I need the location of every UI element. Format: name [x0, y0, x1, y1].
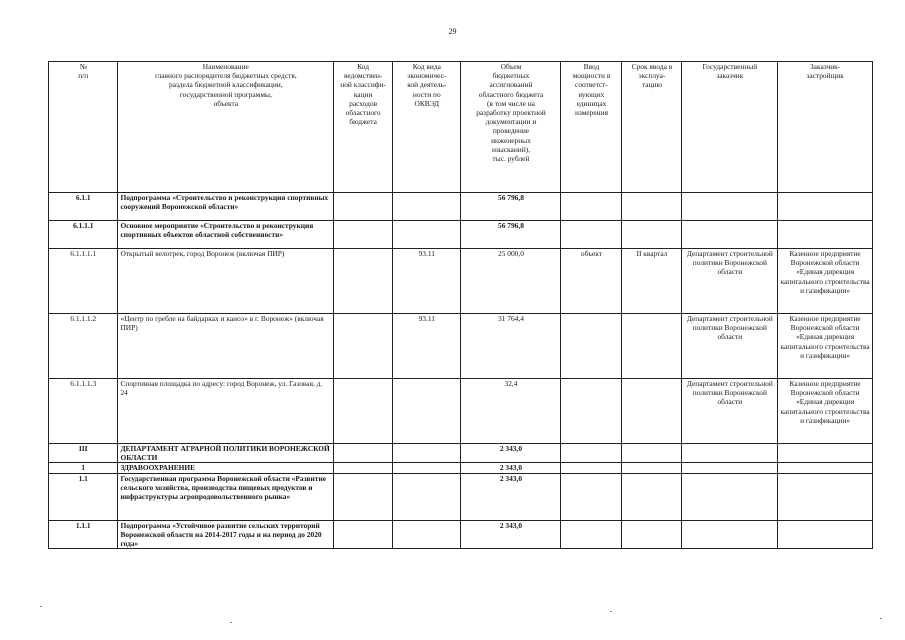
header-term: Срок ввода в эксплуа- тацию	[622, 62, 682, 193]
table-row	[49, 221, 873, 249]
scan-speck	[610, 611, 612, 612]
row-developer	[778, 473, 873, 520]
row-okved	[393, 463, 461, 473]
row-name: Спортивная площадка по адресу: город Воронеж, ул. Газовая, д. 24	[118, 379, 334, 444]
row-customer	[682, 193, 778, 221]
row-dept-code	[334, 520, 393, 549]
row-developer	[778, 221, 873, 249]
row-term	[622, 463, 682, 473]
row-capacity: объект	[561, 249, 622, 314]
scan-speck	[880, 618, 882, 619]
row-name: Подпрограмма «Строительство и реконструкция спортивных сооружений Воронежской области»	[118, 193, 334, 221]
row-developer: Казенное предприятие Воронежской области «Единая дирекция капитального строительства и газификации»	[778, 249, 873, 314]
row-developer: Казенное предприятие Воронежской области «Единая дирекция капитального строительства и газификации»	[778, 379, 873, 444]
row-capacity	[561, 463, 622, 473]
row-num: 6.1.1.1	[49, 221, 118, 249]
row-developer	[778, 444, 873, 463]
table-body	[49, 193, 873, 549]
row-capacity	[561, 314, 622, 379]
row-capacity	[561, 379, 622, 444]
row-dept-code	[334, 193, 393, 221]
row-amount: 2 343,0	[461, 463, 561, 473]
row-customer	[682, 221, 778, 249]
row-capacity	[561, 221, 622, 249]
row-dept-code	[334, 221, 393, 249]
row-okved	[393, 473, 461, 520]
row-customer: Департамент строительной политики Воронежской области	[682, 314, 778, 379]
row-dept-code	[334, 249, 393, 314]
row-name: Государственная программа Воронежской области «Развитие сельского хозяйства, производства пищевых продуктов и инфраструктуры агропродовольственного рынка»	[118, 473, 334, 520]
row-name: Подпрограмма «Устойчивое развитие сельских территорий Воронежской области на 2014-2017 годы и на период до 2020 года»	[118, 520, 334, 549]
row-num: III	[49, 444, 118, 463]
row-amount: 56 796,8	[461, 193, 561, 221]
table-row	[49, 473, 873, 520]
row-name: Открытый велотрек, город Воронеж (включая ПИР)	[118, 249, 334, 314]
header-num: № п/п	[49, 62, 118, 193]
header-okved: Код вида экономичес- кой деятель- ности по ОКВЭД	[393, 62, 461, 193]
row-num: 1.1	[49, 473, 118, 520]
row-developer	[778, 193, 873, 221]
row-dept-code	[334, 314, 393, 379]
row-capacity	[561, 444, 622, 463]
row-dept-code	[334, 463, 393, 473]
row-customer	[682, 444, 778, 463]
table-row	[49, 314, 873, 379]
row-term	[622, 520, 682, 549]
row-term: II квартал	[622, 249, 682, 314]
row-amount: 2 343,0	[461, 520, 561, 549]
table-row	[49, 444, 873, 463]
header-capacity: Ввод мощности в соответст- вующих единицах измерения	[561, 62, 622, 193]
row-term	[622, 193, 682, 221]
row-developer: Казенное предприятие Воронежской области «Единая дирекция капитального строительства и газификации»	[778, 314, 873, 379]
row-num: 1	[49, 463, 118, 473]
row-term	[622, 379, 682, 444]
row-amount: 25 000,0	[461, 249, 561, 314]
row-num: 6.1.1.1.2	[49, 314, 118, 379]
row-customer	[682, 473, 778, 520]
scan-speck	[230, 622, 232, 623]
row-amount: 31 764,4	[461, 314, 561, 379]
row-developer	[778, 520, 873, 549]
header-name: Наименование главного распорядителя бюджетных средств, раздела бюджетной классификации, государственной программы, объекта	[118, 62, 334, 193]
row-dept-code	[334, 379, 393, 444]
row-name: ЗДРАВООХРАНЕНИЕ	[118, 463, 334, 473]
row-developer	[778, 463, 873, 473]
row-okved	[393, 444, 461, 463]
scan-speck	[40, 606, 42, 607]
table-row	[49, 379, 873, 444]
row-term	[622, 473, 682, 520]
row-name: «Центр по гребле на байдарках и каноэ» в г. Воронеж» (включая ПИР)	[118, 314, 334, 379]
row-num: 6.1.1.1.3	[49, 379, 118, 444]
row-num: 1.1.1	[49, 520, 118, 549]
table-row	[49, 249, 873, 314]
row-amount: 56 796,8	[461, 221, 561, 249]
table-row	[49, 463, 873, 473]
row-amount: 32,4	[461, 379, 561, 444]
row-term	[622, 314, 682, 379]
row-dept-code	[334, 444, 393, 463]
row-okved: 93.11	[393, 314, 461, 379]
row-customer: Департамент строительной политики Воронежской области	[682, 249, 778, 314]
row-name: ДЕПАРТАМЕНТ АГРАРНОЙ ПОЛИТИКИ ВОРОНЕЖСКОЙ ОБЛАСТИ	[118, 444, 334, 463]
page-number: 29	[448, 27, 457, 36]
row-okved	[393, 520, 461, 549]
row-num: 6.1.1.1.1	[49, 249, 118, 314]
row-name: Основное мероприятие «Строительство и реконструкция спортивных объектов областной собственности»	[118, 221, 334, 249]
row-customer	[682, 463, 778, 473]
header-dept-code: Код ведомствен- ной классифи- кации расходов областного бюджета	[334, 62, 393, 193]
row-num: 6.1.1	[49, 193, 118, 221]
table-row	[49, 193, 873, 221]
row-amount: 2 343,0	[461, 473, 561, 520]
header-customer: Государственный заказчик	[682, 62, 778, 193]
header-developer: Заказчик- застройщик	[778, 62, 873, 193]
row-okved	[393, 221, 461, 249]
header-amount: Объем бюджетных ассигнований областного бюджета (в том числе на разработку проектной документации и проведение инженерных изысканий), тыс. рублей	[461, 62, 561, 193]
row-okved: 93.11	[393, 249, 461, 314]
row-capacity	[561, 520, 622, 549]
row-okved	[393, 379, 461, 444]
table-row	[49, 520, 873, 549]
row-term	[622, 444, 682, 463]
header-row	[49, 62, 873, 193]
budget-table	[48, 61, 873, 549]
row-capacity	[561, 193, 622, 221]
row-customer: Департамент строительной политики Воронежской области	[682, 379, 778, 444]
row-dept-code	[334, 473, 393, 520]
row-capacity	[561, 473, 622, 520]
row-okved	[393, 193, 461, 221]
row-amount: 2 343,0	[461, 444, 561, 463]
row-customer	[682, 520, 778, 549]
row-term	[622, 221, 682, 249]
